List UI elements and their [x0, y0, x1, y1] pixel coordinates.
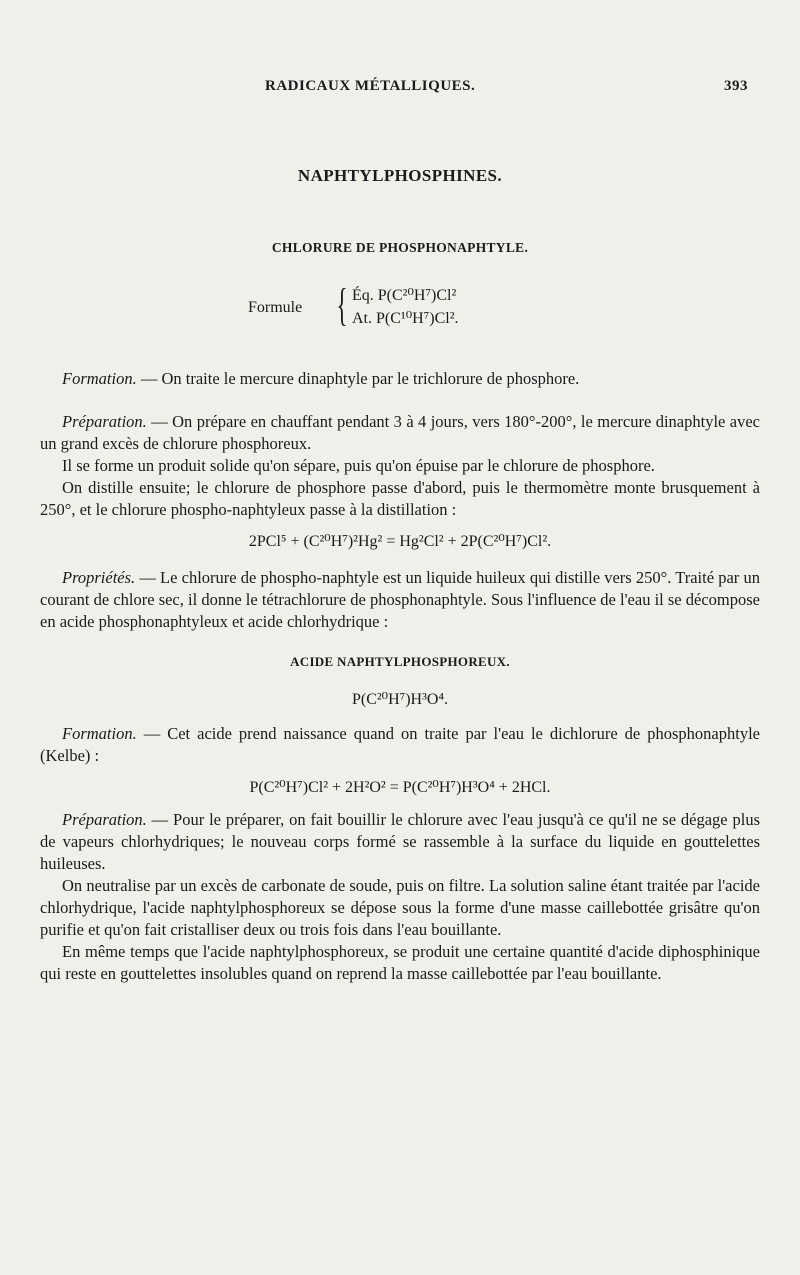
acid-preparation-text: — Pour le préparer, on fait bouillir le chlorure avec l'eau jusqu'à ce qu'il ne se dégage plus de vapeurs chlorhydriques; le nouveau corps formé se rassemble à la surface du liquide en gouttelettes huileuses.	[40, 810, 760, 873]
paragraph-acid-preparation	[40, 809, 760, 875]
paragraph-proprietes	[40, 567, 760, 633]
acid-formula: P(C²⁰H⁷)H³O⁴.	[351, 691, 449, 708]
proprietes-label: Propriétés.	[62, 568, 136, 587]
acid-heading: ACIDE NAPHTYLPHOSPHOREUX.	[290, 654, 510, 669]
brace-glyph: {	[336, 279, 348, 330]
formula-lines	[352, 284, 458, 330]
paragraph-diphosphinique: En même temps que l'acide naphtylphosphoreux, se produit une certaine quantité d'acide diphosphinique qui reste en gouttelettes insolubles quand on reprend la masse caillebottée par l'eau bouillante.	[40, 942, 760, 983]
formation-label: Formation.	[62, 369, 137, 388]
paragraph-formation	[40, 368, 760, 390]
running-title: RADICAUX MÉTALLIQUES.	[265, 78, 476, 94]
paragraph-acid-formation	[40, 723, 760, 767]
acid-preparation-label: Préparation.	[62, 810, 147, 829]
paragraph-solid-product: Il se forme un produit solide qu'on sépare, puis qu'on épuise par le chlorure de phosphore.	[62, 456, 655, 475]
paragraph-neutralisation: On neutralise par un excès de carbonate de soude, puis on filtre. La solution saline étant traitée par l'acide chlorhydrique, l'acide naphtylphosphoreux se dépose sous la forme d'une masse caillebottée grisâtre qu'on purifie et qu'on fait cristalliser deux ou trois fois dans l'eau bouillante.	[40, 876, 760, 939]
preparation-label: Préparation.	[62, 412, 147, 431]
acid-formation-label: Formation.	[62, 724, 137, 743]
page-number: 393	[724, 78, 748, 94]
paragraph-distillation: On distille ensuite; le chlorure de phosphore passe d'abord, puis le thermomètre monte brusquement à 250°, et le chlorure phospho-naphtyleux passe à la distillation :	[40, 478, 760, 519]
formula-atomic: At. P(C¹⁰H⁷)Cl².	[352, 310, 459, 327]
formula-label: Formule	[248, 299, 303, 316]
running-header	[40, 78, 760, 102]
sub-heading: CHLORURE DE PHOSPHONAPHTYLE.	[271, 240, 529, 255]
paragraph-preparation	[40, 411, 760, 455]
main-heading: NAPHTYLPHOSPHINES.	[297, 166, 503, 185]
formula-equivalent: Éq. P(C²⁰H⁷)Cl²	[352, 287, 457, 304]
equation-distillation: 2PCl⁵ + (C²⁰H⁷)²Hg² = Hg²Cl² + 2P(C²⁰H⁷)Cl².	[248, 533, 552, 550]
preparation-text: — On prépare en chauffant pendant 3 à 4 jours, vers 180°-200°, le mercure dinaphtyle avec un grand excès de chlorure phosphoreux.	[40, 412, 760, 453]
formation-text: — On traite le mercure dinaphtyle par le trichlorure de phosphore.	[136, 369, 580, 388]
equation-hydrolysis: P(C²⁰H⁷)Cl² + 2H²O² = P(C²⁰H⁷)H³O⁴ + 2HCl.	[249, 779, 551, 796]
proprietes-text: — Le chlorure de phospho-naphtyle est un liquide huileux qui distille vers 250°. Traité par un courant de chlore sec, il donne le tétrachlorure de phosphonaphtyle. Sous l'influence de l'eau il se décompose en acide phosphonaphtyleux et acide chlorhydrique :	[40, 568, 760, 631]
section-chlorure	[40, 368, 760, 985]
document-page	[40, 0, 760, 1275]
acid-formation-text: — Cet acide prend naissance quand on traite par l'eau le dichlorure de phosphonaphtyle (Kelbe) :	[40, 724, 760, 765]
